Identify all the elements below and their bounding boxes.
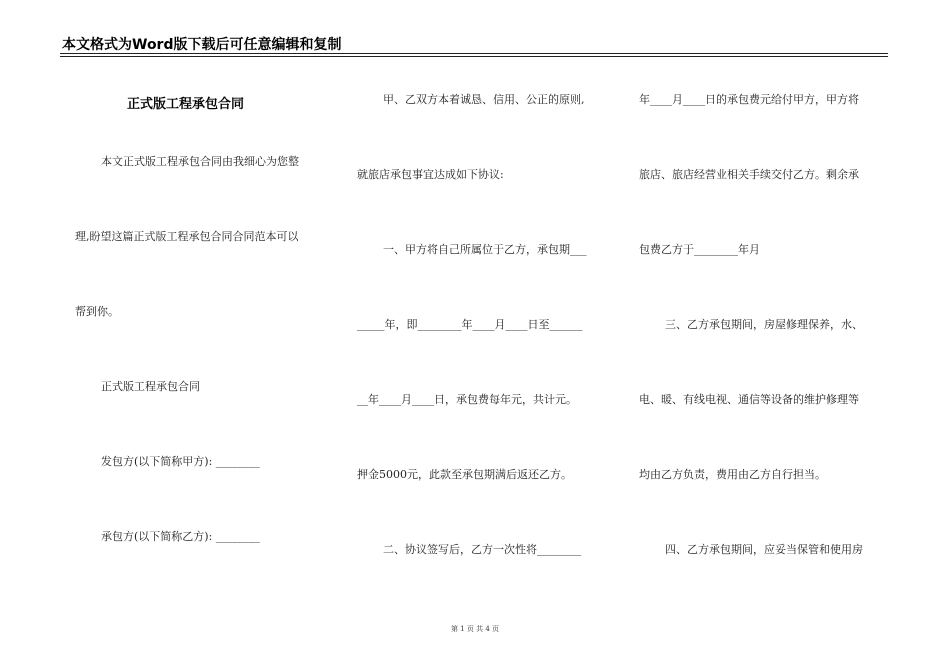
page-number: 第 1 页 共 4 页 xyxy=(450,625,500,633)
paragraph-line: 均由乙方负责，费用由乙方自行担当。 xyxy=(639,468,826,481)
clause-1-line: 一、甲方将自己所属位于乙方，承包期___ xyxy=(383,243,587,256)
paragraph-line: 理,盼望这篇正式版工程承包合同合同范本可以 xyxy=(75,230,299,243)
paragraph-line: 就旅店承包事宜达成如下协议: xyxy=(357,168,504,181)
text-column-1 xyxy=(75,0,335,672)
paragraph-line: 包费乙方于________年月 xyxy=(639,243,760,256)
party-a-line: 发包方(以下简称甲方): ________ xyxy=(101,455,260,468)
paragraph-line: 甲、乙双方本着诚恳、信用、公正的原则, xyxy=(383,93,585,106)
paragraph-line: 押金5000元，此款至承包期满后返还乙方。 xyxy=(357,468,572,481)
clause-2-line: 二、协议签写后，乙方一次性将________ xyxy=(383,543,581,556)
contract-subtitle: 正式版工程承包合同 xyxy=(101,380,200,393)
paragraph-line: _____年，即________年____月____日至______ xyxy=(357,318,583,331)
paragraph-line: 旅店、旅店经营业相关手续交付乙方。剩余承 xyxy=(639,168,859,181)
text-column-2 xyxy=(357,0,617,672)
paragraph-line: 本文正式版工程承包合同由我细心为您整 xyxy=(101,155,299,168)
paragraph-line: __年____月____日，承包费每年元，共计元。 xyxy=(357,393,577,406)
paragraph-line: 帮到你。 xyxy=(75,305,119,318)
text-column-3 xyxy=(639,0,899,672)
paragraph-line: 电、暖、有线电视、通信等设备的维护修理等 xyxy=(639,393,859,406)
page-header: 本文格式为Word版下载后可任意编辑和复制 xyxy=(62,37,342,53)
paragraph-line: 年____月____日的承包费元给付甲方，甲方将 xyxy=(639,93,859,106)
party-b-line: 承包方(以下简称乙方): ________ xyxy=(101,530,260,543)
clause-3-line: 三、乙方承包期间，房屋修理保养，水、 xyxy=(665,318,863,331)
document-title: 正式版工程承包合同 xyxy=(127,97,245,112)
clause-4-line: 四、乙方承包期间，应妥当保管和使用房 xyxy=(665,543,863,556)
